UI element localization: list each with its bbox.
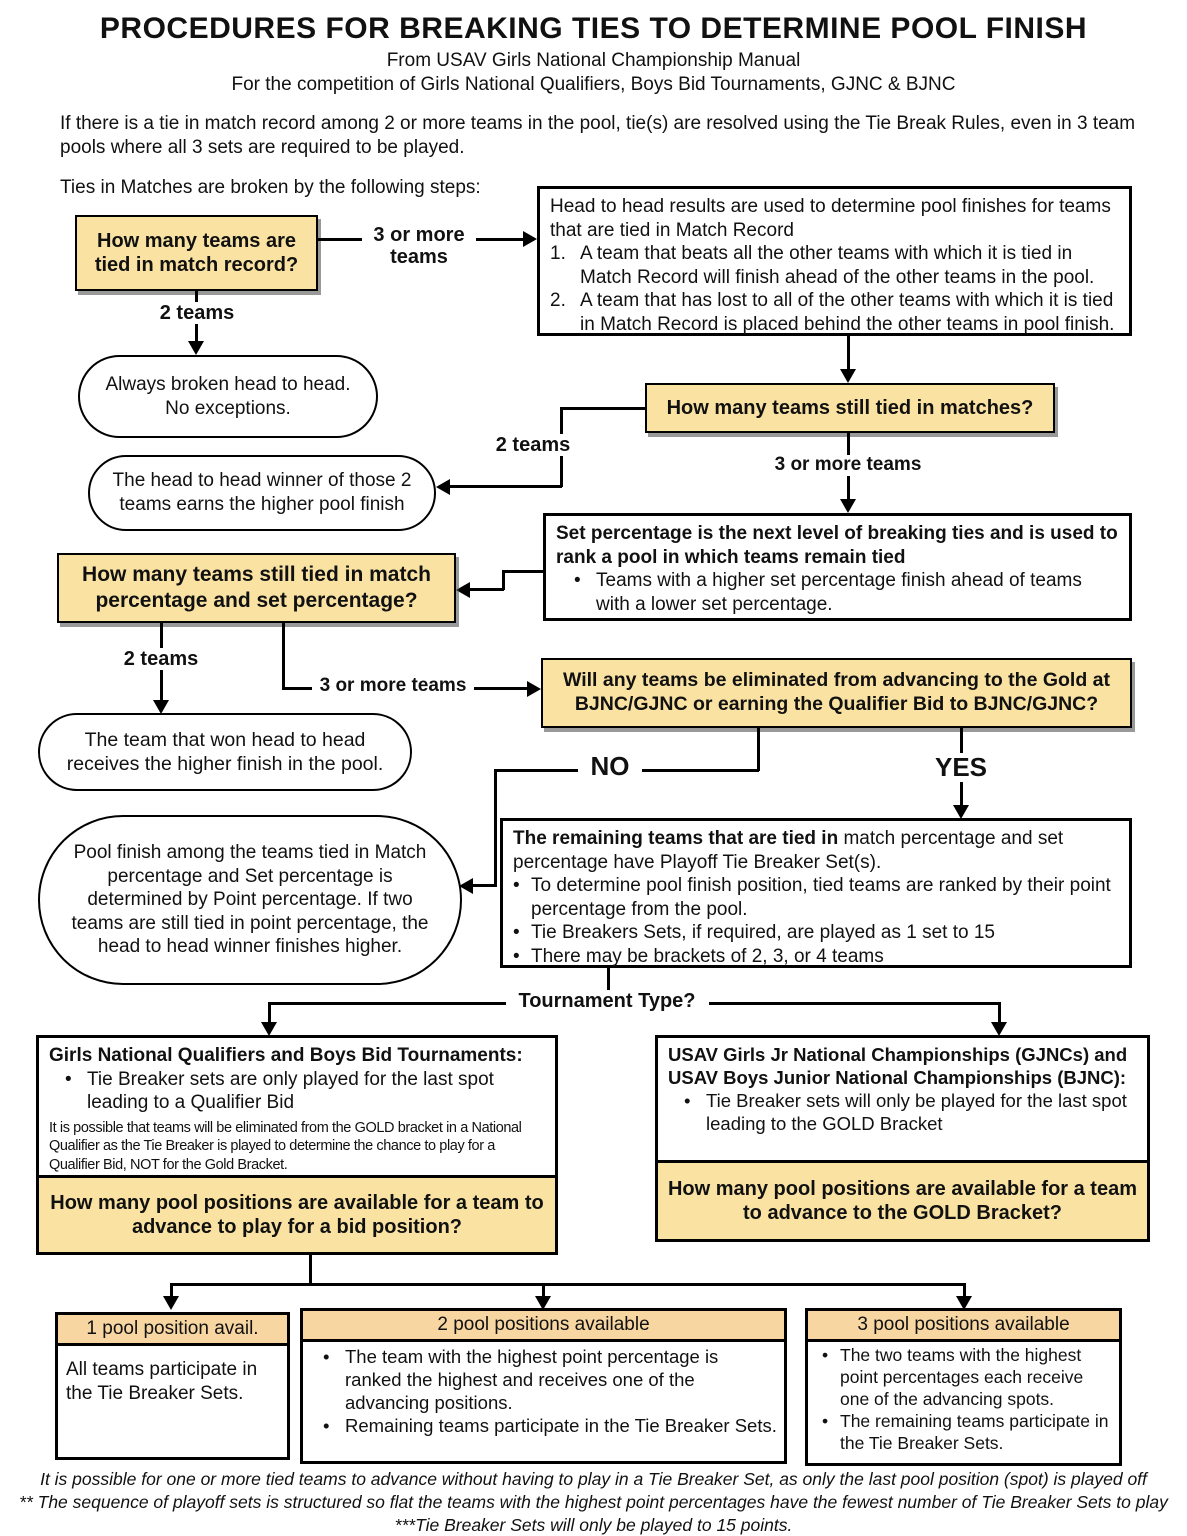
connector-fanout-right-drop [963,1283,966,1297]
bullet-text: Remaining teams participate in the Tie Breaker Sets. [345,1415,777,1437]
head-to-head-item [550,242,1119,289]
intro-paragraph: If there is a tie in match record among 2 or more teams in the pool, tie(s) are resolved using the Tie Break Rules, even in 3 team pools where all 3 sets are required to be played. [60,113,1136,158]
arrowhead-into-remaining [953,805,969,819]
bullet-text: The remaining teams participate in the Tie Breaker Sets. [840,1410,1109,1453]
bullet-glyph: • [65,1068,72,1090]
connector-no-drop [757,728,760,771]
list-number: 1. [550,243,566,265]
always-broken-line2: No exceptions. [165,397,291,419]
connector-type-right-drop [998,1002,1001,1024]
connector-type-right-line [709,1002,1000,1005]
pool3-header: 3 pool positions available [808,1311,1119,1342]
set-percentage-heading: Set percentage is the next level of breaking ties and is used to rank a pool in which teams remain tied [556,523,1118,568]
terminator-h2h-winner-2teams: The head to head winner of those 2 teams earns the higher pool finish [88,455,436,531]
bullet-glyph: • [822,1345,829,1365]
label-yes: YES [924,753,998,782]
connector-bid-stub [309,1255,312,1285]
remaining-bullet [513,921,1119,945]
connector-g-right-drop [282,623,285,689]
arrowhead-into-gjnc [991,1022,1007,1036]
label-tournament-type: Tournament Type? [503,990,711,1012]
label-2-teams-1: 2 teams [152,302,242,324]
bullet-text: Tie Breakers Sets, if required, are played as 1 set to 15 [531,922,995,944]
pool1-box [55,1312,290,1460]
remaining-lead [513,827,1119,874]
connector-fanout-line [170,1283,966,1286]
girls-nq-box [36,1035,558,1178]
bullet-text: Tie Breaker sets will only be played for the last spot leading to the GOLD Bracket [706,1089,1127,1134]
set-percentage-bullet [556,569,1119,616]
connector-k-stub [607,968,610,992]
pool2-box [300,1308,787,1464]
bullet-text: There may be brackets of 2, 3, or 4 teams [531,945,884,967]
terminator-always-broken [78,355,378,438]
page-title: PROCEDURES FOR BREAKING TIES TO DETERMINE POOL FINISH [99,12,1088,45]
bullet-glyph: • [513,875,520,897]
footnote-2: ** The sequence of playoff sets is structured so flat the teams with the highest point percentages have the fewest number of Tie Breaker Sets to play [19,1492,1168,1512]
source-line: From USAV Girls National Championship Manual [386,50,801,71]
head-to-head-item [550,289,1119,336]
connector-b-to-d-line [847,336,850,370]
bullet-glyph: • [323,1415,330,1437]
bullet-text: Tie Breaker sets are only played for the last spot leading to a Qualifier Bid [87,1068,494,1114]
label-3-or-more-teams-top: 3 or more teams [362,224,476,268]
remaining-lead-bold: The remaining teams that are tied in [513,828,839,849]
connector-fanout-mid-drop [542,1283,545,1297]
list-number: 2. [550,290,566,312]
pool2-bullet [323,1414,778,1437]
list-text: A team that beats all the other teams with which it is tied in Match Record will finish ahead of the other teams in the pool. [580,243,1095,288]
remaining-lead-rest: match percentage and set percentage have Playoff Tie Breaker Set(s). [513,828,1064,873]
gjnc-box [655,1035,1150,1163]
label-2-teams-3: 2 teams [118,648,204,670]
footnote-3: ***Tie Breaker Sets will only be played to 15 points. [394,1515,793,1535]
set-percentage-rule-box [543,513,1132,621]
competition-line: For the competition of Girls National Qualifiers, Boys Bid Tournaments, GJNC & BJNC [231,74,956,95]
head-to-head-intro: Head to head results are used to determine pool finishes for teams that are tied in Match Record [550,196,1111,241]
decision-gold-positions: How many pool positions are available for a team to advance to the GOLD Bracket? [655,1160,1150,1242]
decision-eliminated-gold-bid: Will any teams be eliminated from advancing to the Gold at BJNC/GJNC or earning the Qualifier Bid to BJNC/GJNC? [541,658,1132,728]
bullet-glyph: • [513,945,520,967]
arrowhead-into-girls-nq [261,1022,277,1036]
decision-teams-tied-match-record: How many teams are tied in match record? [75,215,318,291]
girls-nq-note: It is possible that teams will be eliminated from the GOLD bracket in a National Qualifier as the Tie Breaker is played to determine the chance to play for a Qualifier Bid, NOT for the Gold Bracket. [49,1119,522,1173]
arrowhead-into-eliminated [527,681,541,697]
remaining-bullet [513,945,1119,969]
label-3-or-more-teams-mid: 3 or more teams [765,455,931,476]
bullet-text: The two teams with the highest point percentages each receive one of the advancing spots. [840,1345,1084,1409]
girls-nq-bullet [49,1068,545,1115]
connector-fanout-left-drop [170,1283,173,1297]
head-to-head-rules-box [537,186,1132,336]
steps-label: Ties in Matches are broken by the following steps: [60,177,481,198]
connector-type-left-line [268,1002,506,1005]
connector-d-to-e-line [449,485,562,488]
arrowhead-into-still-tied-pct [456,582,470,598]
remaining-bullet [513,874,1119,921]
label-3-or-more-teams-low: 3 or more teams [312,676,474,697]
pool3-bullet [822,1411,1115,1455]
bullet-glyph: • [513,922,520,944]
pool1-body: All teams participate in the Tie Breaker Sets. [66,1359,258,1404]
footnote-1: It is possible for one or more tied teams to advance without having to play in a Tie Breaker Set, as only the last pool position (spot) is played off [40,1469,1147,1489]
decision-still-tied-matches: How many teams still tied in matches? [645,383,1055,433]
pool2-header: 2 pool positions available [303,1311,784,1342]
bullet-glyph: • [822,1410,829,1431]
arrowhead-into-h2h-winner [436,479,450,495]
pool3-box [805,1308,1122,1466]
pool2-bullet [323,1345,778,1414]
list-text: A team that has lost to all of the other teams with which it is tied in Match Record is placed behind the other teams in pool finish. [580,290,1115,335]
connector-type-left-drop [268,1002,271,1024]
arrowhead-into-head-to-head [523,231,537,247]
girls-nq-heading: Girls National Qualifiers and Boys Bid Tournaments: [49,1045,523,1066]
terminator-point-percentage: Pool finish among the teams tied in Match percentage and Set percentage is determined by Point percentage. If two teams are still tied in point percentage, the head to head winner finishes higher. [38,815,462,985]
remaining-teams-box [500,818,1132,968]
bullet-glyph: • [574,570,581,592]
connector-no-to-ellipse [472,884,497,887]
decision-bid-positions: How many pool positions are available for a team to advance to play for a bid position? [36,1175,558,1255]
terminator-won-h2h: The team that won head to head receives the higher finish in the pool. [38,713,412,791]
arrowhead-into-pool1 [163,1296,179,1310]
bullet-text: Teams with a higher set percentage finish ahead of teams with a lower set percentage. [596,570,1082,615]
arrowhead-into-set-percentage [840,499,856,513]
bullet-text: The team with the highest point percentage is ranked the highest and receives one of the advancing positions. [345,1346,719,1414]
arrowhead-into-won-h2h [153,700,169,714]
bullet-glyph: • [323,1346,330,1367]
always-broken-line1: Always broken head to head. [105,373,351,395]
connector-d-left-line [560,407,647,410]
connector-f-to-g-line [468,588,504,591]
connector-f-left-drop [502,570,505,590]
gjnc-bullet [668,1090,1137,1136]
pool1-header: 1 pool position avail. [58,1315,287,1346]
decision-still-tied-percentages: How many teams still tied in match percentage and set percentage? [57,553,456,623]
pool3-bullet [822,1345,1115,1411]
connector-no-drop2 [494,769,497,886]
arrowhead-into-still-tied-matches [840,369,856,383]
gjnc-heading: USAV Girls Jr National Championships (GJNCs) and USAV Boys Junior National Championships (BJNC): [668,1044,1128,1088]
bullet-glyph: • [684,1089,691,1111]
arrowhead-into-always-broken [188,341,204,355]
bullet-text: To determine pool finish position, tied teams are ranked by their point percentage from the pool. [531,875,1111,920]
label-no: NO [578,752,642,781]
label-2-teams-2: 2 teams [492,434,574,456]
connector-f-left-line [502,570,545,573]
